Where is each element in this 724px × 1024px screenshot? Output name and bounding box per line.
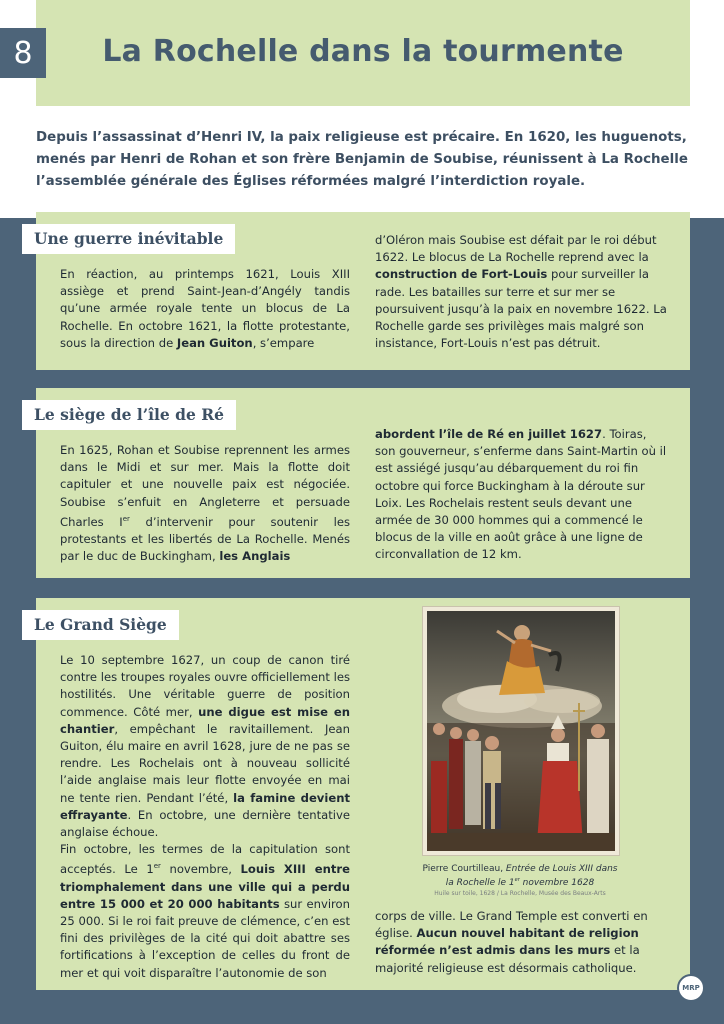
intro-paragraph: Depuis l’assassinat d’Henri IV, la paix religieuse est précaire. En 1620, les huguenots, menés par Henri de Rohan et son frère Benjamin de Soubise, réunissent à La Rochelle l’assemblée générale des Églises réformées malgré l’interdiction royale. [36,130,688,189]
section-text-left: En 1625, Rohan et Soubise reprennent les armes dans le Midi et sur mer. Mais la flotte doit capituler et une nouvelle paix est négociée. Soubise s’enfuit en Angleterre et persuade Charles Ier d’intervenir pour soutenir les protestants et les libertés de La Rochelle. Menés par le duc de Buckingham, les Anglais [60,443,350,564]
section-siege-ile-de-re [36,388,690,578]
section-grand-siege [36,598,690,990]
section-text-right: corps de ville. Le Grand Temple est converti en église. Aucun nouvel habitant de religion réformée n’est admis dans les murs et la majorité religieuse est désormais catholique. [375,909,648,975]
section-text-left: Le 10 septembre 1627, un coup de canon tiré contre les troupes royales ouvre officiellement les hostilités. Une véritable guerre de position commence. Côté mer, une digue est mise en chantier, empêchant le ravitaillement. Jean Guiton, élu maire en avril 1628, jure de ne pas se rendre. Les Rochelais ont à nouveau sollicité l’aide anglaise mais leur flotte envoyée en mai ne tente rien. Pendant l’été, la famine devient effrayante. En octobre, une dernière tentative anglaise échoue. Fin octobre, les termes de la capitulation sont acceptés. Le 1er novembre, Louis XIII entre triomphalement dans une ville qui a perdu entre 15 000 et 20 000 habitants sur environ 25 000. Si le roi fait preuve de clémence, c’en est fini des privilèges de la cité qui doit abattre ses fortifications à l’exception de celles du front de mer et qui voit disparaître l’autonomie de son [60,653,350,980]
section-text-right: abordent l’île de Ré en juillet 1627. Toiras, son gouverneur, s’enferme dans Saint-Martin où il est assiégé jusqu’au débarquement du roi fin octobre qui force Buckingham à la déroute sur Loix. Les Rochelais restent seuls devant une armée de 30 000 hommes qui a commencé le blocus de la ville en août grâce à une ligne de circonvallation de 12 km. [375,427,667,562]
section-title: Le Grand Siège [22,610,179,640]
panel-number: 8 [0,28,46,78]
caption-credit: Huile sur toile, 1628 / La Rochelle, Musée des Beaux-Arts [434,890,606,897]
painting-caption [422,864,618,898]
section-guerre-inevitable [36,212,690,370]
section-title: Une guerre inévitable [22,224,235,254]
caption-title: Pierre Courtilleau, Entrée de Louis XIII dans la Rochelle le 1er novembre 1628 [422,864,618,888]
section-text-left: En réaction, au printemps 1621, Louis XIII assiège et prend Saint-Jean-d’Angély tandis qu’une armée royale tente un blocus de La Rochelle. En octobre 1621, la flotte protestante, sous la direction de Jean Guiton, s’empare [60,267,350,350]
section-text-right: d’Oléron mais Soubise est défait par le roi début 1622. Le blocus de La Rochelle reprend avec la construction de Fort-Louis pour surveiller la rade. Les batailles sur terre et sur mer se poursuivent jusqu’à la paix en novembre 1622. La Rochelle garde ses privilèges mais malgré son insistance, Fort-Louis n’est pas détruit. [375,233,667,351]
section-title: Le siège de l’île de Ré [22,400,236,430]
painting-illustration [427,611,615,851]
museum-logo: MRP [677,974,705,1002]
page-title: La Rochelle dans la tourmente [102,34,624,69]
title-banner [36,0,690,106]
painting-image [422,606,620,856]
